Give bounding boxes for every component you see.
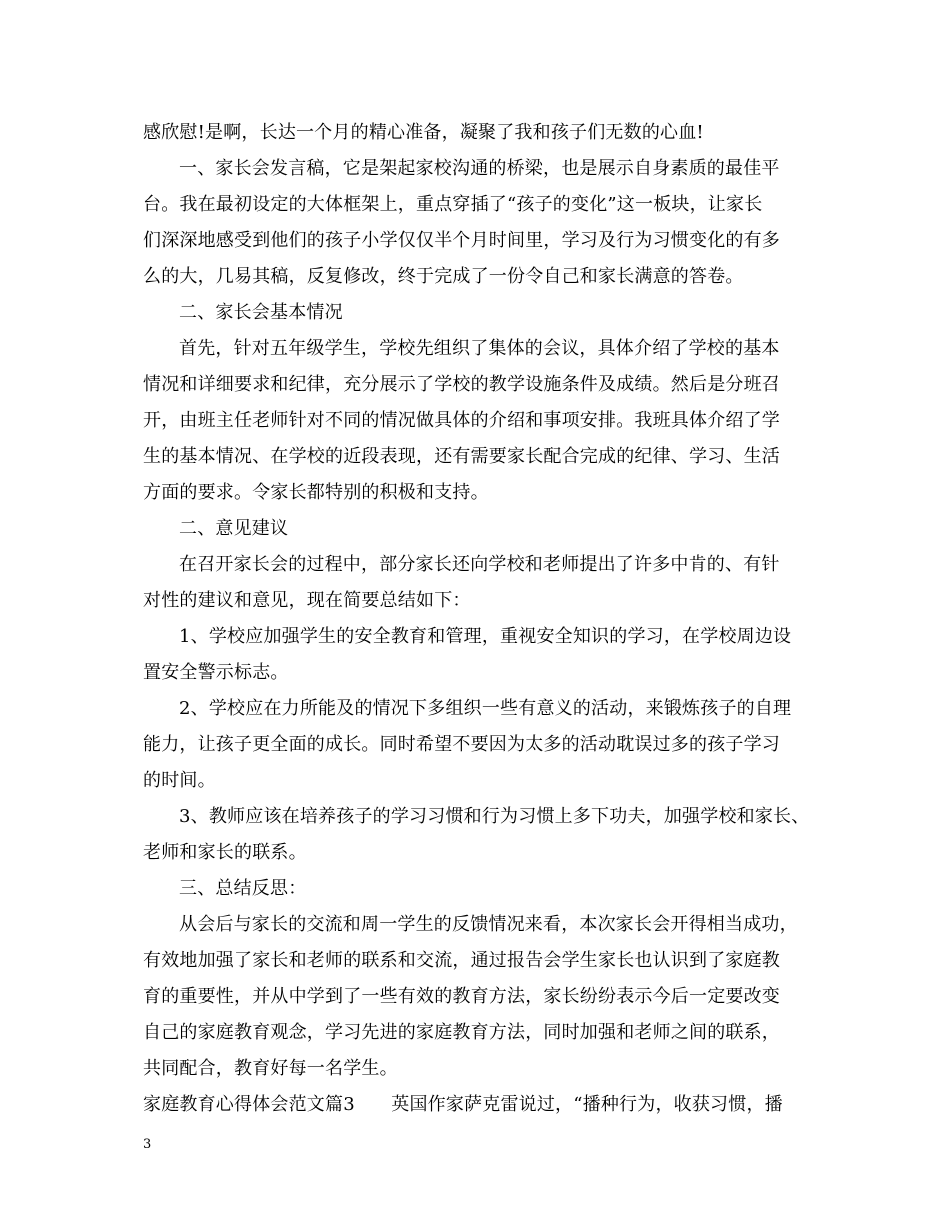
text-line: 自己的家庭教育观念，学习先进的家庭教育方法，同时加强和老师之间的联系， (143, 1022, 780, 1043)
text-line: 开，由班主任老师针对不同的情况做具体的介绍和事项安排。我班具体介绍了学 (143, 410, 780, 431)
section-heading: 二、意见建议 (179, 518, 289, 539)
text-line: 首先，针对五年级学生，学校先组织了集体的会议，具体介绍了学校的基本 (179, 338, 780, 359)
text-line: 育的重要性，并从中学到了一些有效的教育方法，家长纷纷表示今后一定要改变 (143, 986, 780, 1007)
text-line: 生的基本情况、在学校的近段表现，还有需要家长配合完成的纪律、学习、生活 (143, 446, 780, 467)
list-item: 2、学校应在力所能及的情况下多组织一些有意义的活动，来锻炼孩子的自理 (179, 698, 792, 719)
list-item: 1、学校应加强学生的安全教育和管理，重视安全知识的学习，在学校周边设 (179, 626, 792, 647)
text-line: 的时间。 (143, 770, 216, 791)
section-heading: 二、家长会基本情况 (179, 302, 343, 323)
text-line: 感欣慰!是啊，长达一个月的精心准备，凝聚了我和孩子们无数的心血! (143, 122, 704, 143)
text-line: 共同配合，教育好每一名学生。 (143, 1058, 398, 1079)
text-line: 置安全警示标志。 (143, 662, 289, 683)
text-line: 们深深地感受到他们的孩子小学仅仅半个月时间里，学习及行为习惯变化的有多 (143, 230, 780, 251)
text-line: 有效地加强了家长和老师的联系和交流，通过报告会学生家长也认识到了家庭教 (143, 950, 780, 971)
page-number: 3 (143, 1137, 152, 1152)
text-line: 能力，让孩子更全面的成长。同时希望不要因为太多的活动耽误过多的孩子学习 (143, 734, 780, 755)
text-line: 么的大，几易其稿，反复修改，终于完成了一份令自己和家长满意的答卷。 (143, 266, 744, 287)
text-line: 从会后与家长的交流和周一学生的反馈情况来看，本次家长会开得相当成功， (179, 914, 798, 935)
paragraph-heading-1: 一、家长会发言稿，它是架起家校沟通的桥梁，也是展示自身素质的最佳平 (179, 158, 780, 179)
text-line: 老师和家长的联系。 (143, 842, 307, 863)
text-line: 台。我在最初设定的大体框架上，重点穿插了“孩子的变化”这一板块，让家长 (143, 194, 763, 215)
text-line: 情况和详细要求和纪律，充分展示了学校的教学设施条件及成绩。然后是分班召 (143, 374, 780, 395)
text-line: 家庭教育心得体会范文篇3 英国作家萨克雷说过，“播种行为，收获习惯，播 (143, 1094, 783, 1115)
section-heading: 三、总结反思： (179, 878, 307, 899)
text-line: 方面的要求。令家长都特别的积极和支持。 (143, 482, 489, 503)
text-line: 在召开家长会的过程中，部分家长还向学校和老师提出了许多中肯的、有针 (179, 554, 780, 575)
text-line: 对性的建议和意见，现在简要总结如下： (143, 590, 471, 611)
list-item: 3、教师应该在培养孩子的学习习惯和行为习惯上多下功夫，加强学校和家长、 (179, 806, 810, 827)
